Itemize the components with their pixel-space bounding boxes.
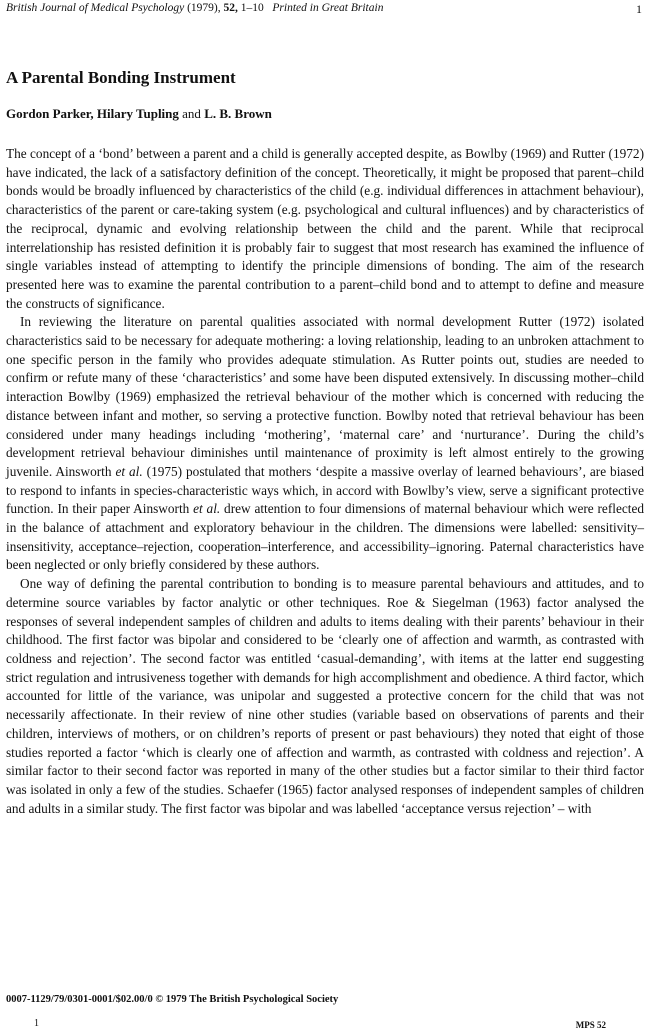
paragraph-2-part-2: (1975) postulated that mothers ‘despite a massive overlay of learned behaviours’, are biased to respond to infants in species-characteristic ways which, in accord with Bowlby’s view, serve a significant protective function. In their paper Ainsworth [6, 463, 645, 517]
paragraph-2-part-3: drew attention to four dimensions of maternal behaviour which were reflected in the balance of attachment and exploratory behaviour in the children. The dimensions were labelled: sensitivity–insensitivity, acceptance–rejection, cooperation–interference, and accessibility–ignoring. Paternal characteristics have been neglected or only briefly considered by these authors. [6, 501, 644, 573]
journal-pages: 1–10 [240, 2, 264, 14]
footer-left-mark: 1 [34, 1018, 39, 1029]
page-number: 1 [636, 2, 642, 16]
et-al-1: et al. [115, 463, 143, 479]
author-list [6, 106, 272, 122]
copyright-line: 0007-1129/79/0301-0001/$02.00/0 © 1979 The British Psychological Society [6, 994, 339, 1005]
journal-name: British Journal of Medical Psychology [6, 2, 185, 14]
journal-year: (1979), [187, 2, 221, 14]
article-title: A Parental Bonding Instrument [6, 68, 236, 87]
journal-volume: 52, [223, 2, 238, 14]
paragraph-3: One way of defining the parental contribution to bonding is to measure parental behaviours and attitudes, and to determine source variables by factor analytic or other techniques. Roe & Siegelman (1963) factor analysed the responses of several independent samples of children and adults to items dealing with their parents’ behaviour in their childhood. The first factor was bipolar and considered to be ‘clearly one of affection and warmth, as contrasted with coldness and rejection’. The second factor was entitled ‘casual-demanding’, with items at the latter end suggesting strict regulation and intrusiveness together with demands for high accomplishment and obedience. A third factor, which accounted for little of the variance, was unipolar and suggested a protective concern for the child that was not necessarily affectionate. In their review of nine other studies (variable based on observations of parents and their children, interviews of mothers, or on children’s reports of present or past behaviours) they noted that eight of those studies reported a factor ‘which is clearly one of affection and warmth, as contrasted with coldness and rejection’. A similar factor to their second factor was reported in many of the other studies but a factor similar to their third factor was isolated in only a few of the studies. Schaefer (1965) factor analysed responses of independent samples of children and adults in a similar study. The first factor was bipolar and was labelled ‘acceptance versus rejection’ – with [6, 576, 644, 816]
authors-main: Gordon Parker, Hilary Tupling [6, 106, 179, 121]
authors-last: L. B. Brown [204, 106, 272, 121]
paragraph-2-part-1: In reviewing the literature on parental qualities associated with normal development Rutter (1972) isolated characteristics said to be necessary for adequate mothering: a loving relationship, leading to an unbroken attachment to one specific person in the family who provides adequate stimulation. As Rutter points out, studies are needed to confirm or refute many of these ‘characteristics’ and some have been disputed extensively. In discussing mother–child interaction Bowlby (1969) emphasized the retrieval behaviour of the mother which is concerned with reducing the distance between infant and mother, so serving a protective function. Bowlby noted that retrieval behaviour has been considered under many headings including ‘mothering’, ‘maternal care’ and ‘nurturance’. During the child’s development retrieval behaviour diminishes until maintenance of proximity is left almost entirely to the growing juvenile. Ainsworth [6, 314, 644, 479]
paragraph-1: The concept of a ‘bond’ between a parent and a child is generally accepted despite, as Bowlby (1969) and Rutter (1972) have indicated, the lack of a satisfactory definition of the concept. Theoretically, it might be proposed that parent–child bonds would be broadly influenced by characteristics of the child (e.g. individual differences in attachment behaviour), characteristics of the parent or care-taking system (e.g. psychological and cultural influences) and by characteristics of the reciprocal, dynamic and evolving relationship between the child and the parent. While that reciprocal interrelationship has resisted definition it is probably fair to suggest that most research has examined the influence of single variables instead of attempting to identify the principle dimensions of bonding. The aim of the research presented here was to examine the parental contribution to a parent–child bond and to attempt to define and measure the constructs of significance. [6, 146, 644, 311]
paragraph-2 [6, 313, 644, 575]
authors-and: and [182, 106, 201, 121]
article-body [6, 145, 644, 818]
footer-right-mark: MPS 52 [575, 1020, 606, 1030]
running-header [6, 2, 642, 18]
journal-citation [6, 2, 383, 14]
et-al-2: et al. [193, 501, 221, 517]
printed-in: Printed in Great Britain [272, 2, 384, 14]
